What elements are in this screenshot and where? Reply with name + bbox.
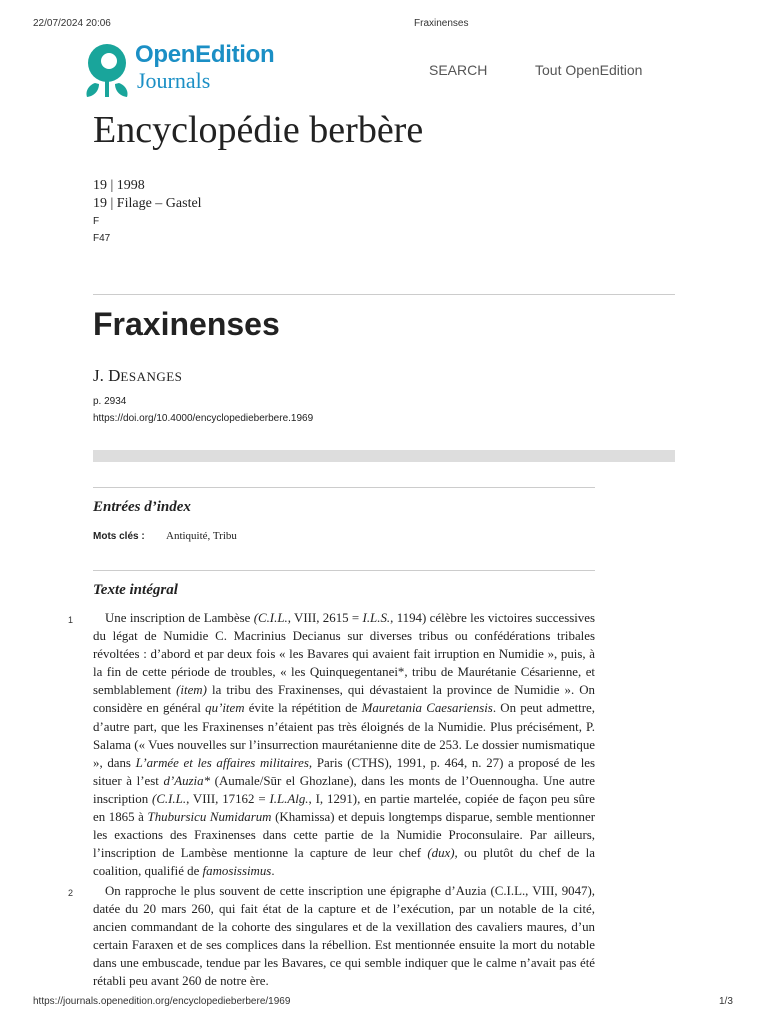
divider: [93, 487, 595, 488]
divider: [93, 294, 675, 295]
paragraph-number: 2: [68, 888, 74, 898]
volume-range[interactable]: 19 | Filage – Gastel: [93, 196, 202, 211]
gray-bar: [93, 450, 675, 462]
article-title: Fraxinenses: [93, 306, 280, 342]
keywords-value[interactable]: Antiquité, Tribu: [166, 530, 237, 542]
openedition-logo-icon[interactable]: [77, 41, 137, 99]
page-number: p. 2934: [93, 396, 127, 407]
divider: [93, 570, 595, 571]
keywords-label: Mots clés :: [93, 531, 145, 542]
paragraph-1: Une inscription de Lambèse (C.I.L., VIII, 2615 = I.L.S., 1194) célèbre les victoires successives du légat de Numidie C. Macrinius Decianus sur diverses tribus ou confédérations tribales révoltées : d’abord et par deux fois « les Bavares qui avaient fait irruption en Numidie », puis, à la fin de cette période de troubles, « les Quinquegentanei*, tribu de Maurétanie Césarienne, et semblablement (item) la tribu des Fraxinenses, qui dévastaient la province de Numidie ». On considère en général qu’item évite la répétition de Mauretania Caesariensis. On peut admettre, d’autre part, que les Fraxinenses n’étaient pas très éloignés de la Numidie. Plus précisément, P. Salama (« Vues nouvelles sur l’insurrection maurétanienne dite de 253. Le dossier numismatique », dans L’armée et les affaires militaires, Paris (CTHS), 1991, p. 464, n. 27) a proposé de les situer à l’est d’Auzia* (Aumale/Sūr el Ghozlane), dans les monts de l’Ouennougha. Une autre inscription (C.I.L., VIII, 17162 = I.L.Alg., I, 1291), en partie martelée, copiée de façon peu sûre en 1865 à Thubursicu Numidarum (Khamissa) et depuis longtemps disparue, semble mentionner les exactions des Fraxinenses dans cette partie de la Numidie Proconsulaire. Par ailleurs, l’inscription de Lambèse mentionne la capture de leur chef (dux), ou plutôt du chef de la coalition, qualifié de famosissimus.: [93, 611, 596, 879]
brand-name[interactable]: OpenEdition: [135, 41, 275, 68]
print-datetime: 22/07/2024 20:06: [33, 18, 111, 29]
journal-title[interactable]: Encyclopédie berbère: [93, 109, 424, 151]
article-author[interactable]: [93, 366, 182, 386]
entry-letter: F: [93, 216, 100, 227]
print-page-title: Fraxinenses: [414, 18, 469, 29]
index-heading: Entrées d’index: [93, 499, 191, 515]
nav-all-openedition-link[interactable]: Tout OpenEdition: [535, 62, 643, 78]
fulltext-heading: Texte intégral: [93, 582, 178, 598]
paragraph-number: 1: [68, 615, 74, 625]
footer-url: https://journals.openedition.org/encyclopedieberbere/1969: [33, 996, 291, 1007]
paragraph-2: On rapproche le plus souvent de cette inscription une épigraphe d’Auzia (C.I.L., VIII, 9047), datée du 20 mars 260, qui fait état de la capture et de l’exécution, par un notable de la cité, ancien commandant de la cohorte des singulares et de la vexillation des cavaliers maures, d’un certain Faraxen et de ses complices dans la rébellion. Est mentionnée ensuite la mort du notable dans une embuscade, tendue par les Bavares, ce qui semble indiquer que le calme n’avait pas été rétabli peu avant 260 de notre ère.: [93, 884, 595, 989]
doi-link[interactable]: https://doi.org/10.4000/encyclopedieberbere.1969: [93, 413, 314, 424]
volume-year[interactable]: 19 | 1998: [93, 178, 145, 193]
author-surname: ESANGES: [120, 369, 183, 384]
footer-page-count: 1/3: [719, 996, 733, 1007]
brand-subname[interactable]: Journals: [137, 68, 211, 93]
nav-search-link[interactable]: SEARCH: [429, 62, 488, 78]
entry-code: F47: [93, 233, 111, 244]
author-initial: J. D: [93, 366, 121, 385]
